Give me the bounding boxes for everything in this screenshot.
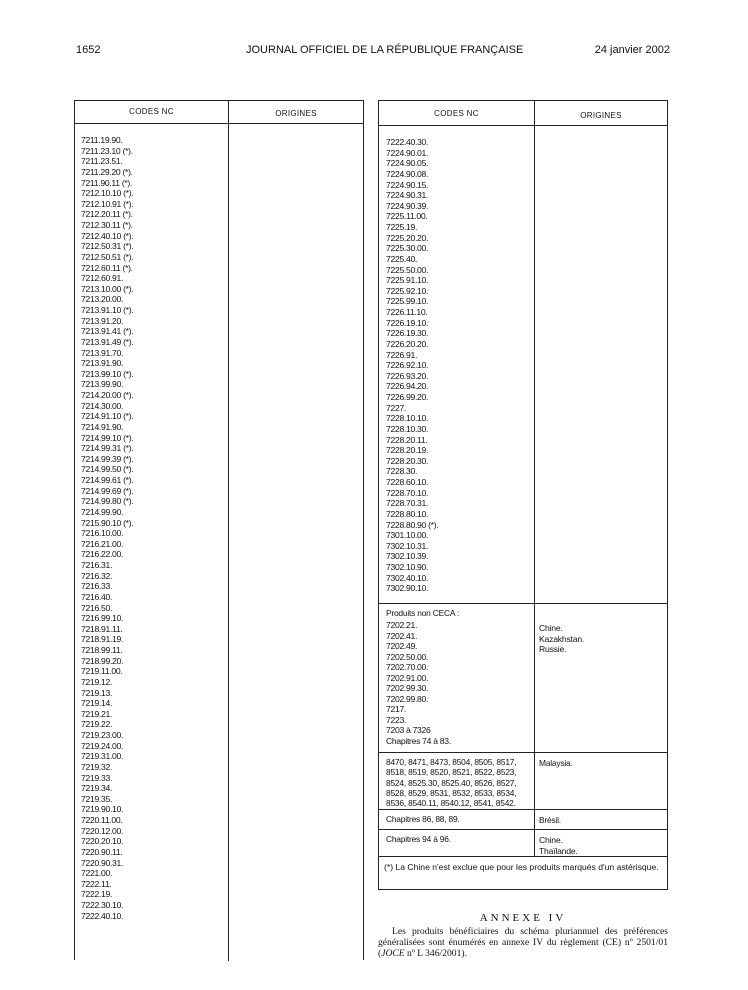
nc-code: 7225.91.10. [386, 275, 429, 286]
nc-code: 7224.90.01. [386, 147, 429, 158]
chine-origins [539, 835, 578, 856]
nc-code: 7228.10.30. [386, 423, 429, 434]
annex-text-italic: JOCE [381, 948, 405, 959]
nc-code-line: 8536, 8540.11, 8540.12, 8541, 8542. [386, 798, 516, 809]
nc-code: 7216.40. [81, 591, 113, 602]
nc-code: 7211.90.11 (*). [81, 177, 133, 188]
codes-list [81, 135, 133, 921]
nc-code: 7216.22.00. [81, 549, 124, 560]
nc-code: 7225.20.20. [386, 232, 429, 243]
origin-country: Chine. [539, 835, 563, 845]
nc-code: 7219.11.00. [81, 666, 123, 677]
nc-code: 7228.60.10. [386, 477, 429, 487]
nc-code: 7214.99.50 (*). [81, 464, 134, 475]
nc-code: 7223. [386, 714, 407, 725]
nc-code: 7225.19. [386, 222, 418, 232]
nc-code: 7214.99.69 (*). [81, 485, 134, 496]
nc-code: 7226.93.20. [386, 370, 429, 381]
origin-country: Thaïlande. [539, 845, 578, 856]
nc-code: 7301.10.00. [386, 530, 429, 541]
nc-code: 7203 à 7326 [386, 725, 431, 736]
nc-code: 7228.70.10. [386, 487, 429, 498]
header-rule [379, 125, 667, 126]
codes-nc-header: CODES NC [434, 109, 479, 118]
nc-code: 7217. [386, 704, 407, 715]
nc-code: 7202.99.30. [386, 683, 429, 694]
nc-code: 7302.10.31. [386, 540, 429, 551]
nc-code: 7219.33. [81, 772, 113, 783]
nc-code: 7219.22. [81, 719, 113, 730]
nc-code: 7212.50.31 (*). [81, 241, 134, 252]
nc-code: 7225.40. [386, 253, 418, 264]
nc-code: 7212.60.11 (*). [81, 262, 133, 273]
nc-code: 7213.91.20. [81, 315, 124, 326]
nc-code: 7212.10.10 (*). [81, 188, 134, 199]
nc-code: 7302.10.39. [386, 551, 429, 562]
nc-code: 7214.99.10 (*). [81, 432, 134, 443]
page-number: 1652 [76, 44, 101, 56]
nc-code: 7216.32. [81, 570, 113, 581]
row-rule [379, 856, 667, 857]
nc-code: 7222.19. [81, 889, 113, 900]
nc-code: 7226.20.20. [386, 338, 429, 349]
nc-code: 7222.11. [81, 878, 112, 889]
nc-code: 7202.21. [386, 620, 418, 630]
nc-code: 7202.49. [386, 641, 418, 652]
row-rule [379, 752, 667, 753]
nc-code: 7219.24.00. [81, 740, 124, 751]
nc-code: 7228.30. [386, 466, 418, 477]
malaysia-origin: Malaysia. [539, 758, 573, 768]
nc-code: 7228.70.31. [386, 498, 429, 509]
nc-code: 7202.50.00. [386, 651, 429, 662]
nc-code: 7228.20.30. [386, 455, 429, 466]
annex-title: ANNEXE IV [479, 912, 567, 924]
nc-code: 7212.60.91. [81, 273, 124, 284]
nc-code: 7214.99.90. [81, 506, 124, 517]
nc-code: 7219.13. [81, 687, 113, 698]
nc-code: 7213.91.70. [81, 347, 124, 358]
codes-table-right [378, 100, 668, 890]
nc-code: 7211.23.10 (*). [81, 145, 133, 156]
non-ceca-label: Produits non CECA : [386, 608, 460, 618]
nc-code: 7214.30.00. [81, 400, 124, 411]
nc-code: 7224.90.39. [386, 200, 429, 211]
annex-text-part1: Les produits bénéficiaires du schéma pluriannuel des préférences généralisées sont énumérés en annexe IV du règlement (CE) nº 2501/01 ( [378, 926, 668, 959]
nc-code: 7224.90.31. [386, 190, 429, 201]
nc-code: 7214.20.00 (*). [81, 390, 134, 400]
origin-country: Kazakhstan. [539, 633, 585, 644]
nc-code: 7202.91.00. [386, 672, 429, 683]
nc-code: 7214.99.61 (*). [81, 475, 134, 485]
origines-header: ORIGINES [275, 109, 317, 118]
nc-code: 7218.99.20. [81, 655, 124, 666]
nc-code: 7216.99.10. [81, 613, 124, 624]
nc-code: 7212.40.10 (*). [81, 230, 134, 241]
nc-code: 7218.91.19. [81, 634, 124, 645]
nc-code: 7212.20.11 (*). [81, 209, 133, 220]
nc-code: 7212.30.11 (*). [81, 220, 133, 230]
non-ceca-origins [539, 623, 584, 655]
nc-code: 7219.31.00. [81, 751, 124, 762]
nc-code: 7302.40.10. [386, 572, 429, 583]
nc-code: 7213.91.10 (*). [81, 305, 134, 315]
nc-code: 7202.99.80. [386, 693, 429, 704]
column-divider [534, 101, 535, 856]
nc-code: 7220.90.11. [81, 846, 123, 857]
codes-nc-header: CODES NC [129, 107, 174, 116]
nc-code: 7213.20.00. [81, 294, 124, 305]
nc-code: 7221.00. [81, 868, 113, 879]
origin-country: Russie. [539, 644, 567, 654]
nc-code: 7220.20.10. [81, 836, 124, 847]
nc-code: 7218.91.11. [81, 623, 123, 634]
nc-code: Chapitres 74 à 83. [386, 736, 451, 747]
nc-code: 7222.40.10. [81, 910, 124, 921]
nc-code: 7219.23.00. [81, 730, 124, 740]
nc-code-line: 8518, 8519, 8520, 8521, 8522, 8523, [386, 767, 517, 778]
nc-code: 7212.10.91 (*). [81, 198, 134, 209]
nc-code: 7214.91.90. [81, 421, 124, 432]
non-ceca-codes [386, 620, 451, 747]
publication-date: 24 janvier 2002 [594, 44, 670, 56]
nc-code: 7219.21. [81, 708, 113, 719]
nc-code: 7213.10.00 (*). [81, 283, 134, 294]
nc-code: 7213.91.41 (*). [81, 326, 134, 337]
codes-list [386, 137, 438, 594]
nc-code: 7227. [386, 402, 407, 413]
nc-code: 7219.12. [81, 676, 113, 687]
nc-code: 7215.90.10 (*). [81, 517, 134, 528]
journal-title: JOURNAL OFFICIEL DE LA RÉPUBLIQUE FRANÇAISE [246, 44, 524, 56]
nc-code: 7225.30.00. [386, 243, 429, 254]
codes-table-left [74, 100, 364, 960]
origin-country: Chine. [539, 623, 563, 633]
nc-code: 7225.92.10. [386, 285, 429, 296]
nc-code-line: 8528, 8529, 8531, 8532, 8533, 8534, [386, 787, 517, 798]
nc-code: 7225.11.00. [386, 211, 428, 222]
nc-code: 7226.11.10. [386, 307, 428, 317]
nc-code: 7226.19.10. [386, 317, 429, 328]
nc-code: 7219.32. [81, 761, 113, 772]
nc-code: 7213.99.90. [81, 379, 124, 390]
nc-code: 7225.99.10. [386, 296, 429, 307]
nc-code: 7216.50. [81, 602, 113, 613]
nc-code: 7224.90.15. [386, 179, 429, 190]
annex-text [378, 926, 668, 959]
footnote: (*) La Chine n'est exclue que pour les produits marqués d'un astérisque. [384, 862, 659, 872]
annex-text-part2: nº L 346/2001). [404, 948, 467, 959]
nc-code: 7225.50.00. [386, 264, 429, 275]
nc-code: 7218.99.11. [81, 645, 123, 655]
nc-code: 7219.14. [81, 698, 113, 709]
nc-code: 7219.35. [81, 793, 113, 804]
nc-code: 7214.99.31 (*). [81, 443, 134, 454]
nc-code: 7222.30.10. [81, 900, 124, 910]
nc-code: 7202.41. [386, 630, 418, 641]
nc-code: 7228.10.10. [386, 413, 429, 424]
header-rule [75, 123, 363, 124]
nc-code: 7224.90.08. [386, 168, 429, 179]
malaysia-codes [386, 757, 532, 808]
nc-code: 7213.91.49 (*). [81, 336, 134, 347]
origines-header: ORIGINES [580, 111, 622, 120]
nc-code: 7219.90.10. [81, 804, 124, 815]
nc-code: 7220.11.00. [81, 815, 123, 825]
nc-code: 7228.20.11. [386, 434, 428, 445]
nc-code: 7228.80.90 (*). [386, 519, 439, 530]
nc-code: 7211.19.90. [81, 135, 123, 145]
nc-code: 7302.90.10. [386, 583, 429, 594]
nc-code: 7214.91.10 (*). [81, 411, 134, 422]
nc-code: 7226.94.20. [386, 381, 429, 392]
nc-code: 7302.10.90. [386, 562, 429, 572]
nc-code: 7211.23.51. [81, 156, 123, 167]
nc-code: 7214.99.39 (*). [81, 453, 134, 464]
nc-code: 7211.29.20 (*). [81, 166, 133, 177]
nc-code: 7219.34. [81, 783, 113, 794]
nc-code: 7202.70.00. [386, 662, 429, 673]
column-divider [228, 101, 229, 961]
bresil-codes: Chapitres 86, 88, 89. [386, 814, 460, 824]
row-rule [379, 809, 667, 810]
nc-code: 7213.91.90. [81, 358, 124, 369]
row-rule [379, 829, 667, 830]
nc-code: 7213.99.10 (*). [81, 368, 134, 379]
nc-code: 7216.21.00. [81, 538, 124, 549]
nc-code: 7220.90.31. [81, 857, 124, 868]
nc-code: 7224.90.05. [386, 158, 429, 169]
nc-code: 7216.10.00. [81, 528, 124, 539]
nc-code-line: 8524, 8525.30, 8525.40, 8526, 8527, [386, 777, 517, 788]
nc-code: 7228.80.10. [386, 508, 429, 519]
nc-code: 7226.91. [386, 349, 418, 360]
nc-code: 7228.20.19. [386, 445, 429, 456]
nc-code: 7212.50.51 (*). [81, 251, 134, 262]
nc-code-line: 8470, 8471, 8473, 8504, 8505, 8517, [386, 757, 517, 767]
nc-code: 7226.99.20. [386, 392, 429, 402]
nc-code: 7216.31. [81, 560, 113, 570]
nc-code: 7220.12.00. [81, 825, 124, 836]
nc-code: 7216.33. [81, 581, 113, 592]
nc-code: 7226.19.30. [386, 328, 429, 339]
nc-code: 7214.99.80 (*). [81, 496, 134, 507]
row-rule [379, 603, 667, 604]
bresil-origin: Brésil. [539, 815, 561, 825]
nc-code: 7222.40.30. [386, 137, 429, 147]
chine-codes: Chapitres 94 à 96. [386, 834, 451, 844]
nc-code: 7226.92.10. [386, 360, 429, 371]
